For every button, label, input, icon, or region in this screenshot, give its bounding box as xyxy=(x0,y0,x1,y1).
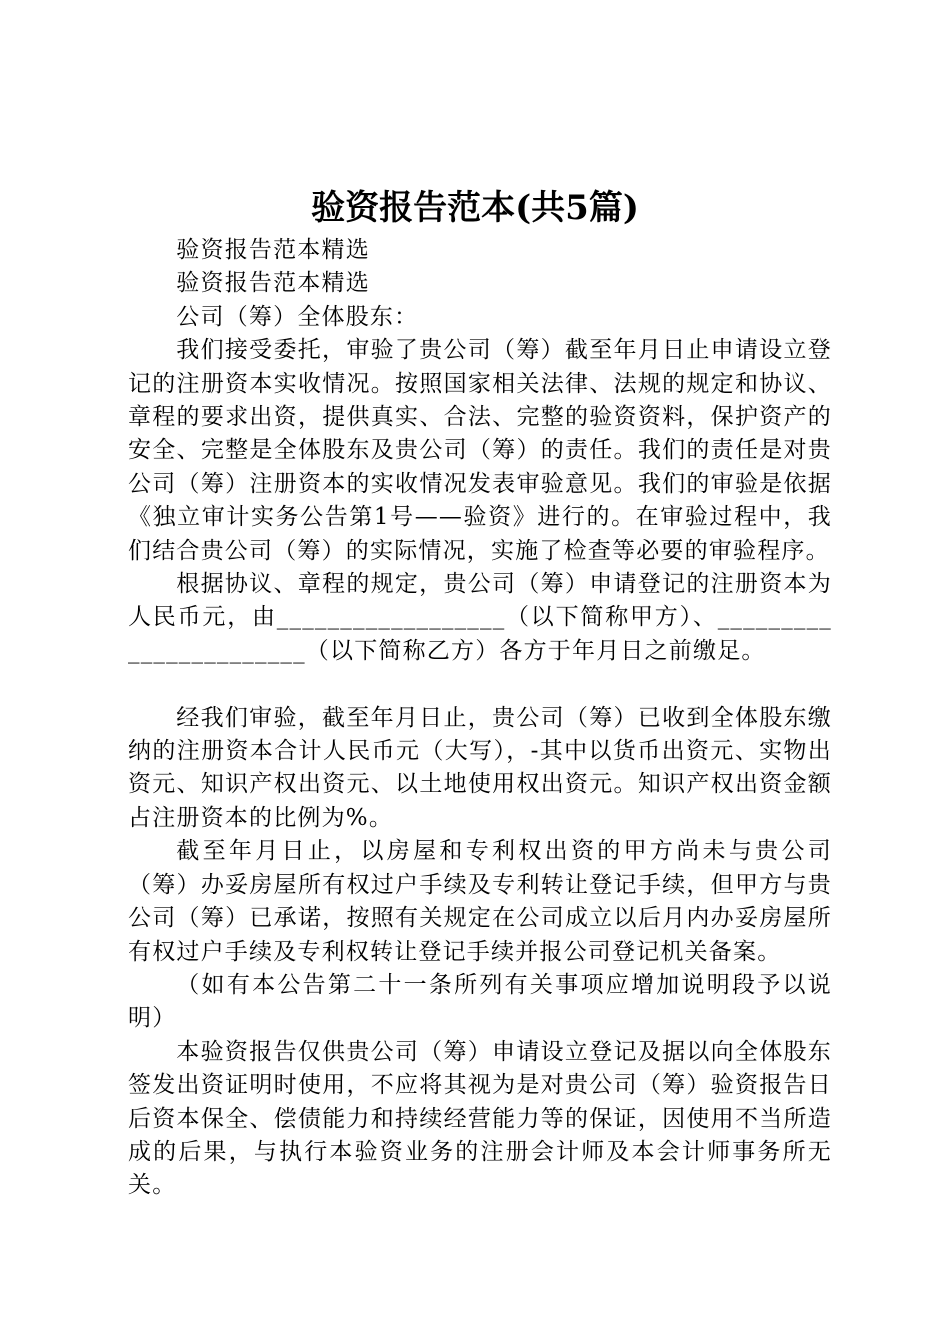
paragraph-engagement: 我们接受委托，审验了贵公司（筹）截至年月日止申请设立登记的注册资本实收情况。按照国家相关法律、法规的规定和协议、章程的要求出资，提供真实、合法、完整的验资资料，保护资产的安全、完整是全体股东及贵公司（筹）的责任。我们的责任是对贵公司（筹）注册资本的实收情况发表审验意见。我们的审验是依据《独立审计实务公告第1号——验资》进行的。在审验过程中，我们结合贵公司（筹）的实际情况，实施了检查等必要的审验程序。 xyxy=(128,337,832,564)
document-body xyxy=(128,234,832,1203)
paragraph-capital-terms: 根据协议、章程的规定，贵公司（筹）申请登记的注册资本为人民币元，由__________________（以下简称甲方）、_______________________（以下简称乙方）各方于年月日之前缴足。 xyxy=(128,571,832,664)
document-title: 验资报告范本(共5篇) xyxy=(311,188,639,228)
paragraph-note: （如有本公告第二十一条所列有关事项应增加说明段予以说明） xyxy=(128,971,832,1032)
paragraph-heading-1: 验资报告范本精选 xyxy=(176,237,370,263)
paragraph-heading-2: 验资报告范本精选 xyxy=(176,270,370,297)
paragraph-audit-result: 经我们审验，截至年月日止，贵公司（筹）已收到全体股东缴纳的注册资本合计人民币元（大写），-其中以货币出资元、实物出资元、知识产权出资元、以土地使用权出资元。知识产权出资金额占注册资本的比例为%。 xyxy=(128,704,832,831)
paragraph-spacer xyxy=(128,668,832,701)
paragraph-disclaimer: 本验资报告仅供贵公司（筹）申请设立登记及据以向全体股东签发出资证明时使用，不应将其视为是对贵公司（筹）验资报告日后资本保全、偿债能力和持续经营能力等的保证，因使用不当所造成的后果，与执行本验资业务的注册会计师及本会计师事务所无关。 xyxy=(128,1038,832,1199)
paragraph-salutation: 公司（筹）全体股东： xyxy=(176,303,419,330)
paragraph-transfer-status: 截至年月日止，以房屋和专利权出资的甲方尚未与贵公司（筹）办妥房屋所有权过户手续及专利转让登记手续，但甲方与贵公司（筹）已承诺，按照有关规定在公司成立以后月内办妥房屋所有权过户手续及专利权转让登记手续并报公司登记机关备案。 xyxy=(128,838,832,965)
